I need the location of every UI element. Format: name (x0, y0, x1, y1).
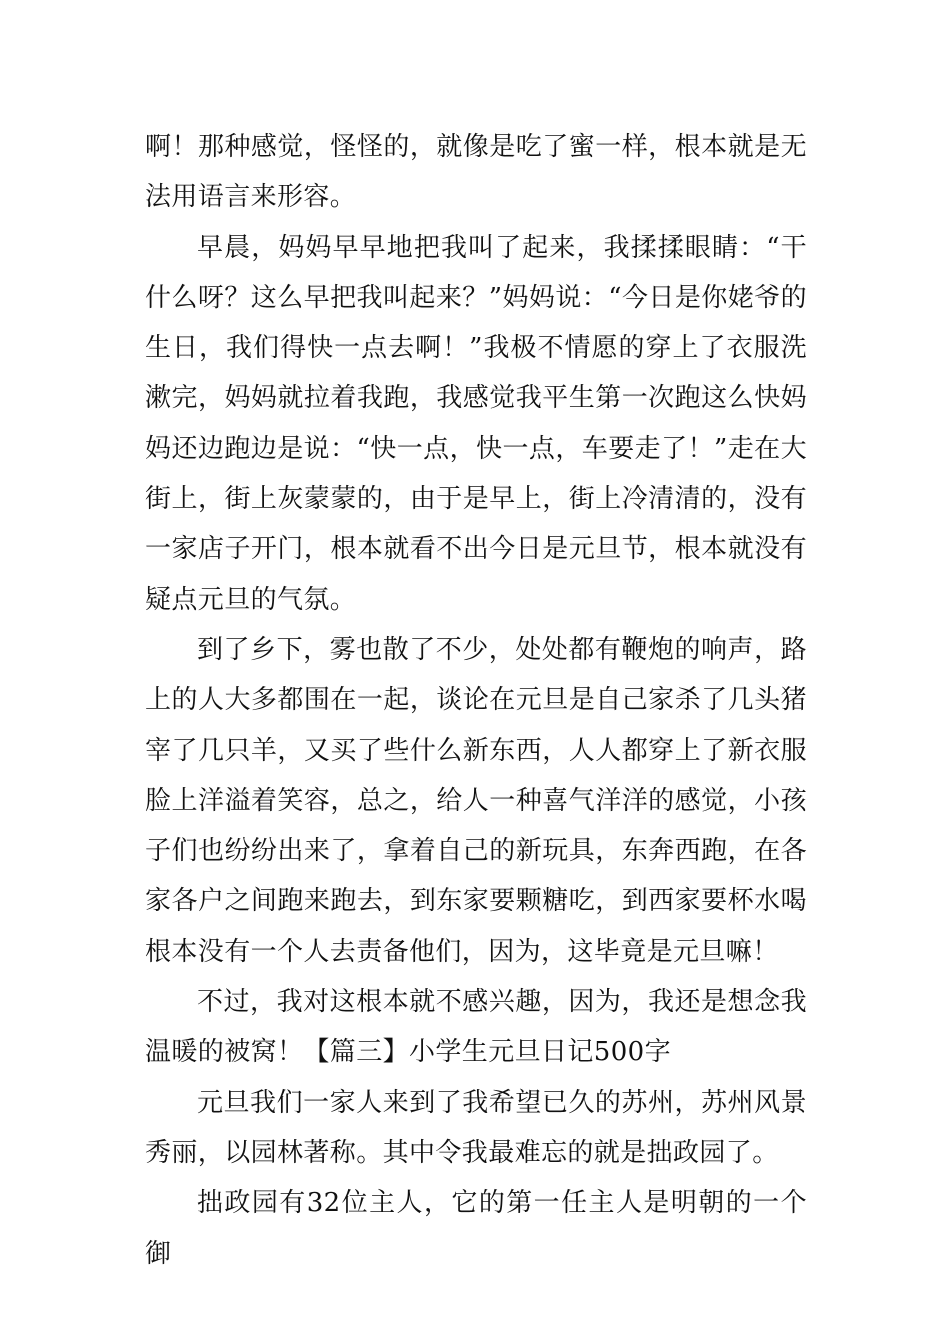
paragraph-5: 元旦我们一家人来到了我希望已久的苏州，苏州风景秀丽，以园林著称。其中令我最难忘的就是拙政园了。 (145, 1087, 807, 1168)
document-body (145, 122, 807, 1279)
paragraph-1: 啊！那种感觉，怪怪的，就像是吃了蜜一样，根本就是无法用语言来形容。 (145, 132, 807, 213)
paragraph-4: 不过，我对这根本就不感兴趣，因为，我还是想念我温暖的被窝！【篇三】小学生元旦日记500字 (145, 987, 807, 1068)
paragraph-2: 早晨，妈妈早早地把我叫了起来，我揉揉眼睛：“干什么呀？这么早把我叫起来？”妈妈说：“今日是你姥爷的生日，我们得快一点去啊！”我极不情愿的穿上了衣服洗漱完，妈妈就拉着我跑，我感觉我平生第一次跑这么快妈妈还边跑边是说：“快一点，快一点，车要走了！”走在大街上，街上灰蒙蒙的，由于是早上，街上冷清清的，没有一家店子开门，根本就看不出今日是元旦节，根本就没有疑点元旦的气氛。 (145, 232, 807, 615)
paragraph-3: 到了乡下，雾也散了不少，处处都有鞭炮的响声，路上的人大多都围在一起，谈论在元旦是自己家杀了几头猪宰了几只羊，又买了些什么新东西，人人都穿上了新衣服脸上洋溢着笑容，总之，给人一种喜气洋洋的感觉，小孩子们也纷纷出来了，拿着自己的新玩具，东奔西跑，在各家各户之间跑来跑去，到东家要颗糖吃，到西家要杯水喝根本没有一个人去责备他们，因为，这毕竟是元旦嘛！ (145, 634, 807, 967)
paragraph-6: 拙政园有32位主人，它的第一任主人是明朝的一个御 (145, 1188, 807, 1269)
